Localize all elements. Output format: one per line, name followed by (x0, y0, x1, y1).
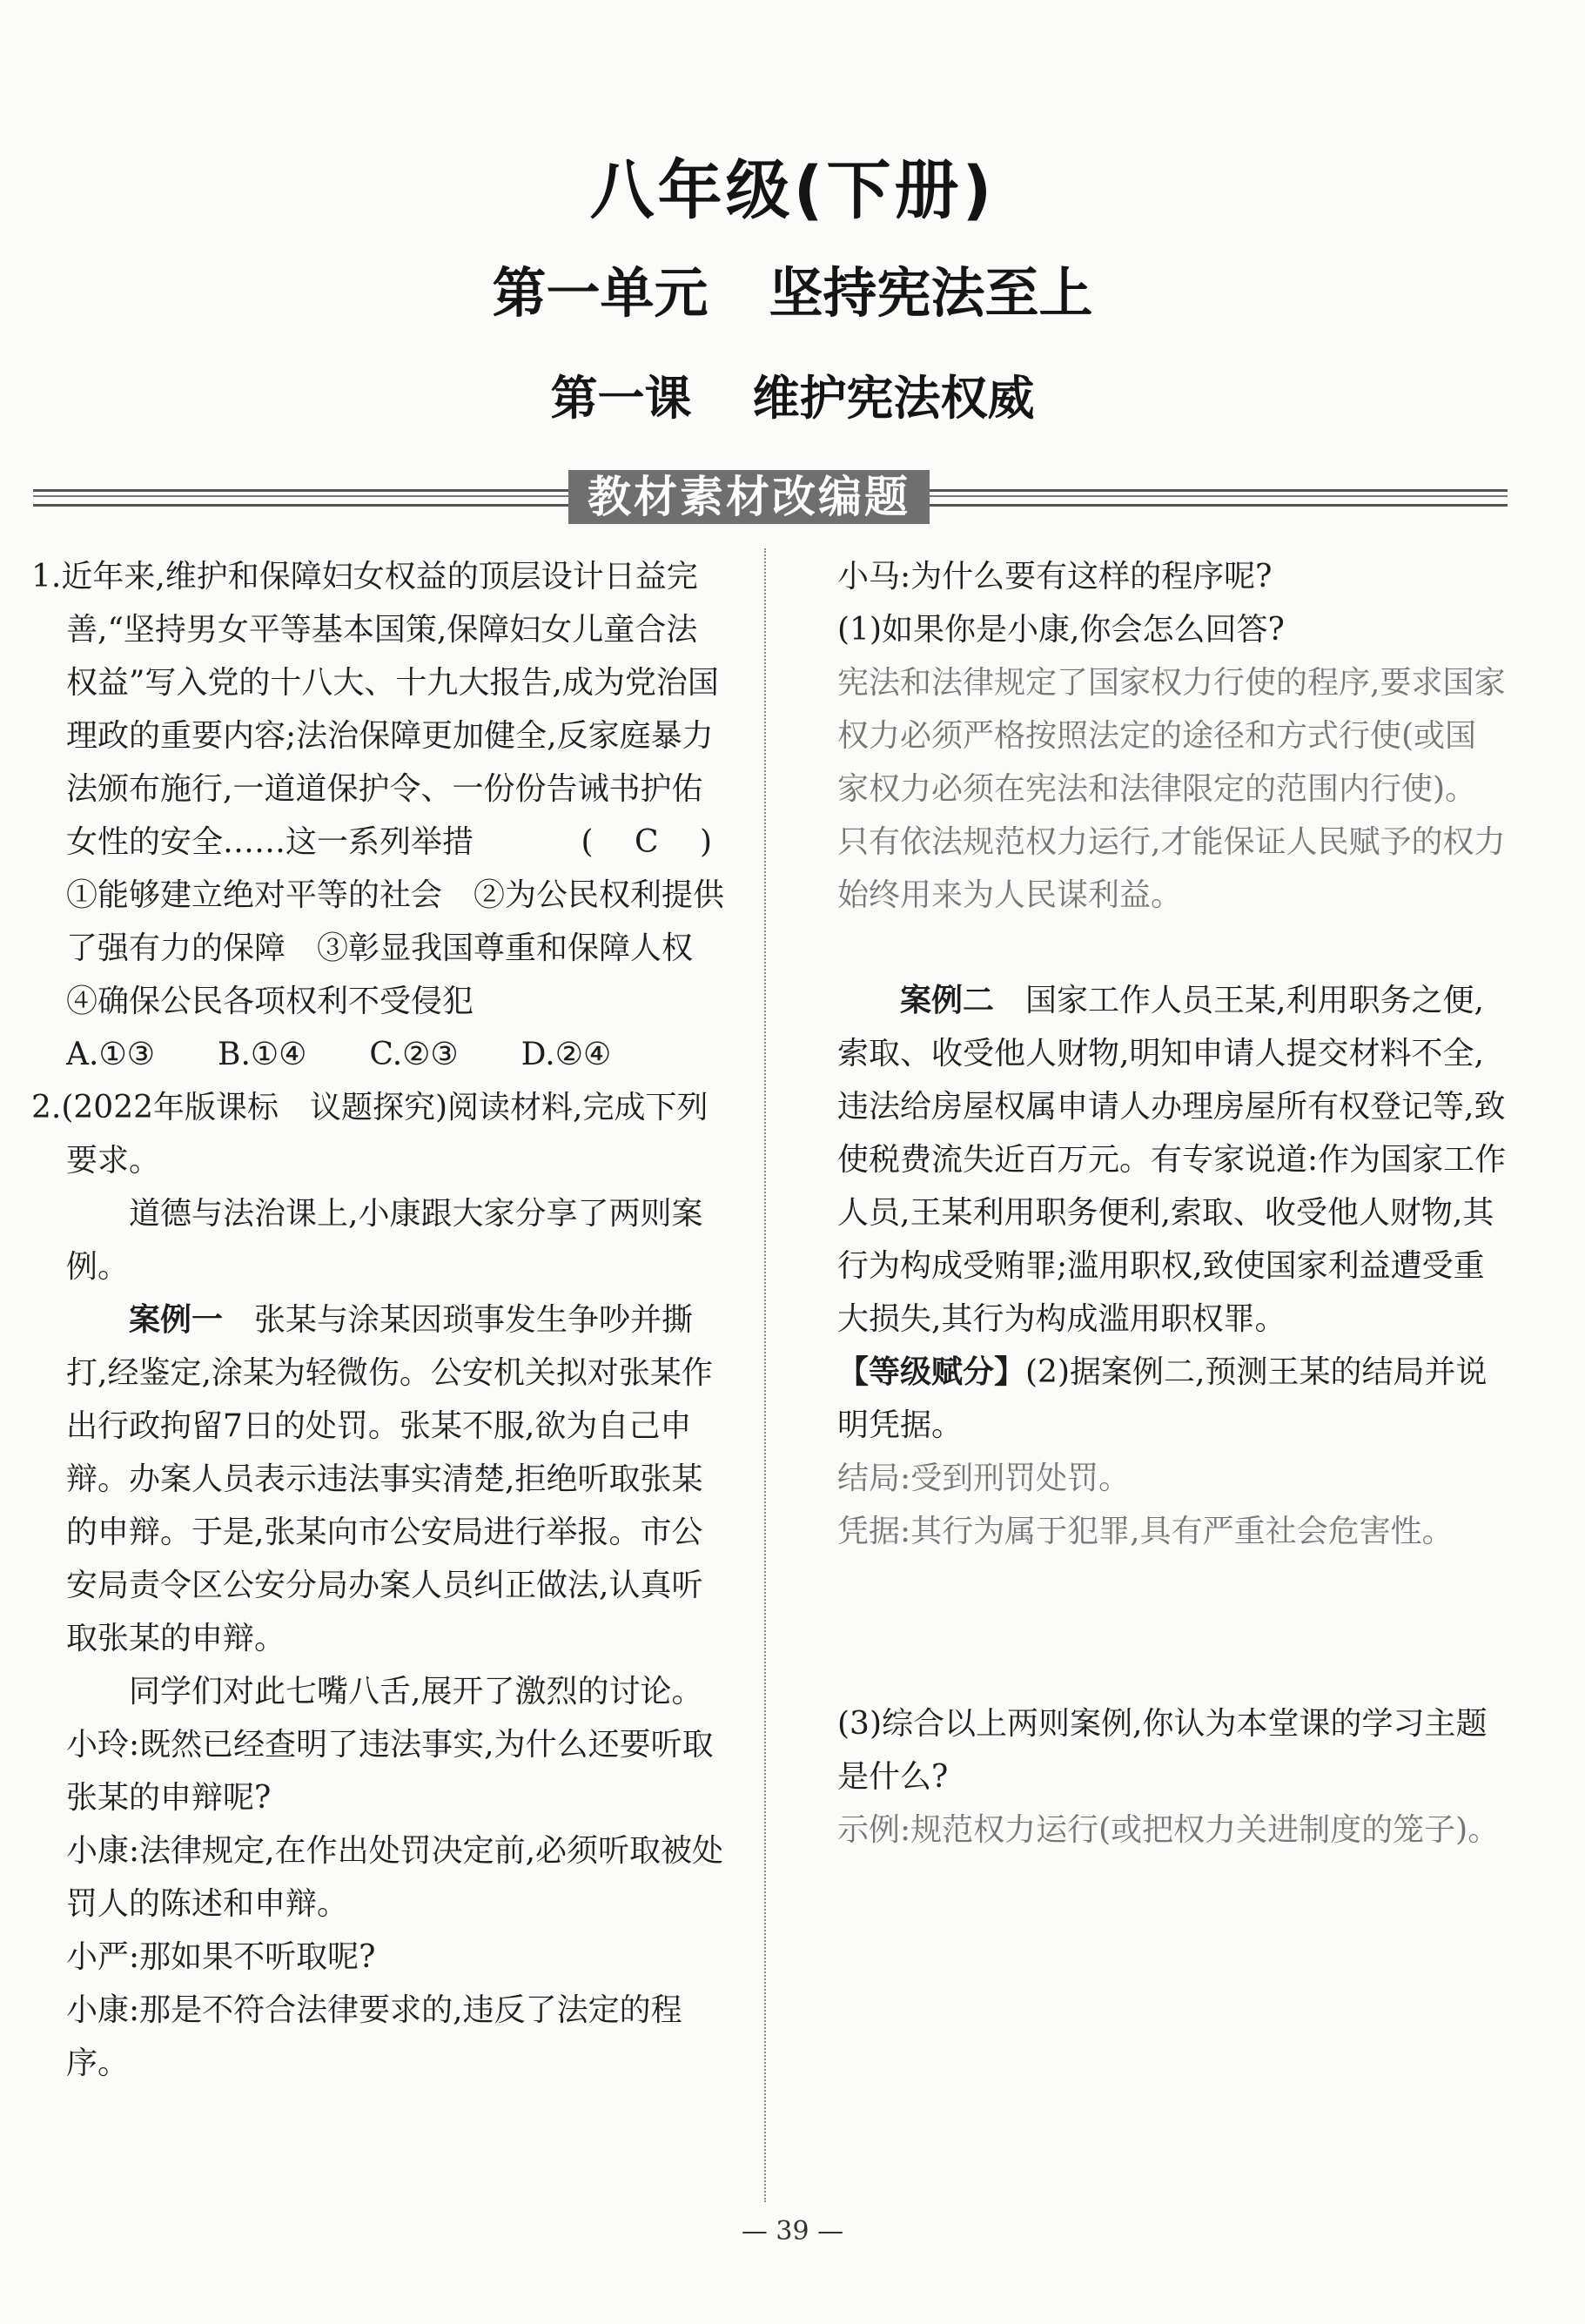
question-1-answer: ( C ) (581, 824, 728, 860)
column-divider (764, 548, 766, 2202)
right-column (837, 550, 1508, 1857)
left-column (31, 550, 728, 2090)
unit-title (0, 250, 1585, 327)
sub-question-2 (837, 1346, 1508, 1452)
dialogue-line: 小严:那如果不听取呢? (66, 1939, 376, 1975)
page-number: — 39 — (741, 2216, 844, 2247)
section-banner (33, 470, 1508, 524)
sub-question-2-answer-outcome: 结局:受到刑罚处罚。 (837, 1461, 1131, 1496)
sub-question-2-answer-basis: 凭据:其行为属于犯罪,具有严重社会危害性。 (837, 1514, 1454, 1549)
grade-title: 八年级(下册) (589, 153, 996, 228)
dialogue-line: 小康:法律规定,在作出处罚决定前,必须听取被处罚人的陈述和申辩。 (66, 1833, 724, 1922)
question-2-stem: 2.(2022年版课标 议题探究)阅读材料,完成下列要求。 (31, 1090, 709, 1179)
sub-question-1-answer: 宪法和法律规定了国家权力行使的程序,要求国家权力必须严格按照法定的途径和方式行使(或国家权力必须在宪法和法律限定的范围内行使)。只有依法规范权力运行,才能保证人民赋予的权力始终用来为人民谋利益。 (837, 665, 1506, 913)
lesson-number: 第一课 (550, 371, 692, 426)
case-one-text: 张某与涂某因琐事发生争吵并撕打,经鉴定,涂某为轻微伤。公安机关拟对张某作出行政拘留7日的处罚。张某不服,欲为自己申辩。办案人员表示违法事实清楚,拒绝听取张某的申辩。于是,张某向市公安局进行举报。市公安局责令区公安分局办案人员纠正做法,认真听取张某的申辩。 (66, 1302, 713, 1656)
lesson-title (0, 361, 1585, 428)
question-1-options: A.①③ B.①④ C.②③ D.②④ (66, 1037, 612, 1072)
case-two-text: 国家工作人员王某,利用职务之便,索取、收受他人财物,明知申请人提交材料不全,违法给房屋权属申请人办理房屋所有权登记等,致使税费流失近百万元。有专家说道:作为国家工作人员,王某利用职务便利,索取、收受他人财物,其行为构成受贿罪;滥用职权,致使国家利益遭受重大损失,其行为构成滥用职权罪。 (837, 983, 1507, 1337)
case-one-label: 案例一 (129, 1302, 224, 1338)
question-1-stem: 1.近年来,维护和保障妇女权益的顶层设计日益完善,“坚持男女平等基本国策,保障妇女儿童合法权益”写入党的十八大、十九大报告,成为党治国理政的重要内容;法治保障更加健全,反家庭暴力法颁布施行,一道道保护令、一份份告诫书护佑女性的安全……这一系列举措 (31, 559, 719, 860)
dialogue-line: 小玲:既然已经查明了违法事实,为什么还要听取张某的申辩呢? (66, 1727, 714, 1816)
question-1-statements: ①能够建立绝对平等的社会 ②为公民权利提供了强有力的保障 ③彰显我国尊重和保障人权 ④确保公民各项权利不受侵犯 (66, 877, 725, 1019)
unit-number: 第一单元 (492, 261, 709, 325)
lesson-name: 维护宪法权威 (752, 371, 1035, 426)
dialogue-line: 小马:为什么要有这样的程序呢? (837, 559, 1273, 594)
discussion-text: 同学们对此七嘴八舌,展开了激烈的讨论。 (129, 1674, 703, 1709)
case-one (31, 1293, 728, 1665)
question-1 (31, 550, 728, 869)
question-2-intro: 道德与法治课上,小康跟大家分享了两则案例。 (66, 1196, 703, 1285)
sub-question-2-text: (2)据案例二,预测王某的结局并说明凭据。 (837, 1354, 1488, 1443)
sub-question-3: (3)综合以上两则案例,你认为本堂课的学习主题是什么? (837, 1706, 1488, 1795)
dialogue-line: 小康:那是不符合法律要求的,违反了法定的程序。 (66, 1992, 682, 2081)
section-banner-label: 教材素材改编题 (568, 470, 930, 524)
case-two-label: 案例二 (900, 983, 995, 1018)
unit-name: 坚持宪法至上 (769, 261, 1093, 325)
sub-question-3-answer: 示例:规范权力运行(或把权力关进制度的笼子)。 (837, 1812, 1500, 1848)
case-two (837, 974, 1508, 1346)
sub-question-1: (1)如果你是小康,你会怎么回答? (837, 612, 1285, 648)
grading-tag: 【等级赋分】 (837, 1354, 1026, 1390)
